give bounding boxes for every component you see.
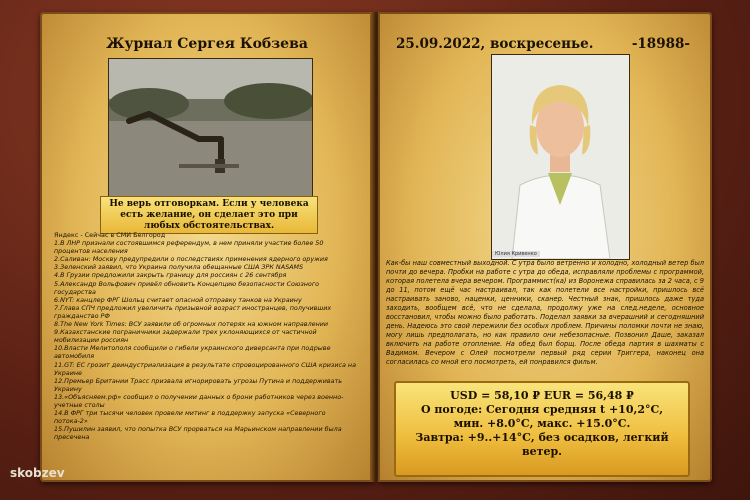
portrait-photo (491, 54, 630, 260)
news-item: 2.Саливан: Москву предупредили о последствиях применения ядерного оружия (54, 255, 328, 264)
news-item: 12.Премьер Британии Трасс призвала игнорировать угрозы Путина и поддерживать Украину (54, 376, 343, 393)
news-item: 7.Глава СПЧ предложил увеличить призывной возраст иностранцев, получивших гражданство РФ (54, 303, 332, 320)
news-item: 10.Власти Мелитополя сообщили о гибели украинского диверсанта при подрыве автомобиля (54, 344, 331, 361)
weather-tomorrow: Завтра: +9..+14°С, без осадков, легкий ветер. (415, 431, 669, 458)
right-page (378, 12, 712, 482)
entry-heading (396, 36, 696, 52)
entry-date: 25.09.2022, воскресенье. (396, 36, 594, 52)
news-item: 8.The New York Times: ВСУ заявили об огромных потерях на южном направлении (54, 320, 329, 329)
author-watermark: skobzev (10, 466, 65, 480)
motivational-quote: Не верь отговоркам. Если у человека есть желание, он сделает это при любых обстоятельствах. (100, 196, 318, 234)
workout-photo-graphic (109, 59, 312, 201)
diary-entry: Как-бы наш совместный выходной. С утра было ветренно и холодно, холодный ветер был почти до вечера. Пробки на работе с утра до обеда, исправляли проблемы с программой, которая полетела вчера вечером. Программист(ка) из Воронежа справилась за 2 часа, с 9 до 11, потом ещё час настраивал, так как полетели все настройки, пришлось всё настраивать заново, наценки, ценники, сканер. Честный знак, пришлось даже туда заходить, вообщем всё, что не сделала, продолжу уже на след.неделе, основное восстановил, чтобы можно было работать. Поделал заявки за вчерашний и сегодняшний день. Надеюсь это свой пережили без особых проблем. Причины поломки почти не знаю, могу лишь предполагать, но как правило они небезопасные. Позвонил Даше, заказал включить на работе отопление. На обед был борщ. После обеда партия в шахматы с Вадимом. Вечером с Олей посмотрели первый ряд серии Триггера, наконец она согласилась со мной его посмотреть, ей понравился фильм. (386, 259, 704, 366)
news-item: 1.В ЛНР признали состоявшимся референдум, в нем приняли участие более 50 процентов населения (54, 239, 324, 256)
news-item: 15.Пушилин заявил, что попытка ВСУ прорваться на Марьинском направлении была пресечена (54, 425, 342, 442)
news-item: 6.NYT: канцлер ФРГ Шольц считает опасной отправку танков на Украину (54, 295, 302, 304)
workout-photo (108, 58, 313, 202)
currency-rates: USD = 58,10 ₽ EUR = 56,48 ₽ (450, 389, 634, 402)
portrait-graphic (492, 55, 629, 259)
news-item: 3.Зеленский заявил, что Украина получила обещанные США ЗРК NASAMS (54, 263, 304, 272)
news-item: 9.Казахстанские пограничники задержали трех уклоняющихся от частичной мобилизации россиян (54, 328, 317, 345)
journal-title: Журнал Сергея Кобзева (106, 36, 308, 52)
news-item: 4.В Грузии предложили закрыть границу для россиян с 26 сентября (54, 271, 287, 280)
info-box (394, 381, 690, 477)
journal-book (40, 12, 712, 482)
left-page (40, 12, 374, 482)
entry-number: -18988- (631, 36, 690, 52)
news-list (54, 231, 359, 441)
weather-today: О погоде: Сегодня средняя t +10,2°С, (420, 403, 664, 416)
photo-name-tag: Юлия Кривенко (492, 251, 540, 257)
news-header: Яндекс - Сейчас в СМИ Белгород (54, 231, 166, 239)
weather-minmax: мин. +8.0°С, макс. +15.0°С. (453, 417, 631, 430)
news-item: 13.«Объясняем.рф» сообщил о получении данных о брони работников через военно-учетные столы (54, 392, 344, 409)
news-item: 5.Александр Вольфович привёл обновить Концепцию безопасности Союзного государства (54, 279, 320, 296)
news-item: 11.GT: ЕС грозит деиндустриализация в результате спровоцированного США кризиса на Украине (54, 360, 357, 377)
news-item: 14.В ФРГ три тысячи человек провели митинг в поддержку запуска «Северного потока-2» (54, 409, 326, 426)
